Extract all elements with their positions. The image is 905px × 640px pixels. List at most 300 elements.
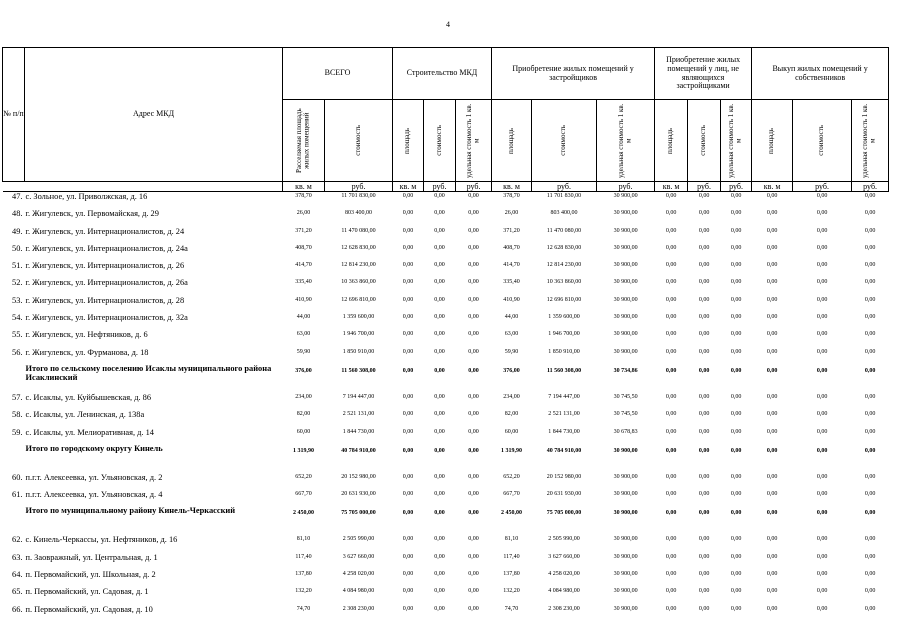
row-value: 0,00 (698, 473, 710, 480)
row-value: 0,00 (698, 210, 710, 217)
row-value: 0,00 (468, 210, 479, 217)
row-value: 0,00 (402, 491, 414, 498)
row-value: 0,00 (766, 510, 778, 517)
row-value: 0,00 (766, 411, 778, 418)
row-value: 2 308 230,00 (548, 605, 580, 612)
row-value: 0,00 (698, 367, 710, 374)
row-value: 0,00 (864, 428, 876, 435)
row-value: 0,00 (698, 491, 710, 498)
row-address: г. Жигулевск, ул. Первомайская, д. 29 (25, 209, 159, 219)
row-value: 0,00 (766, 331, 778, 338)
row-value: 0,00 (864, 605, 876, 612)
row-value: 0,00 (468, 510, 479, 517)
row-value: 0,00 (665, 227, 677, 234)
row-value: 2 450,00 (293, 510, 314, 517)
unit-rub: руб. (688, 182, 721, 192)
row-value: 2 521 131,00 (342, 411, 375, 418)
row-value: 0,00 (402, 447, 414, 454)
row-value: 137,80 (295, 571, 312, 578)
row-value: 1 359 600,00 (342, 314, 375, 321)
row-value: 30 900,00 (613, 473, 638, 480)
row-value: 0,00 (816, 244, 828, 251)
row-value: 132,20 (503, 588, 520, 595)
row-value: 11 701 830,00 (341, 193, 376, 199)
row-value: 0,00 (816, 393, 828, 400)
row-value: 0,00 (698, 393, 710, 400)
row-value: 0,00 (698, 510, 710, 517)
row-number: 57. (12, 392, 23, 402)
row-value: 30 678,83 (613, 428, 638, 435)
row-value: 652,20 (503, 473, 520, 480)
row-value: 132,20 (295, 588, 312, 595)
table-row (3, 330, 889, 347)
row-value: 20 152 980,00 (341, 473, 376, 480)
row-value: 0,00 (698, 588, 710, 595)
row-number (3, 445, 25, 473)
row-value: 0,00 (402, 428, 414, 435)
header-sub-unit-cost: удельная стоимость 1 кв. м (456, 100, 492, 182)
row-value: 0,00 (402, 605, 414, 612)
row-value: 1 946 700,00 (342, 331, 375, 338)
header-sub-cost: стоимость (424, 100, 456, 182)
header-sub-area: площадь (752, 100, 793, 182)
row-value: 410,90 (503, 296, 520, 303)
row-value: 4 258 020,00 (548, 571, 580, 578)
row-value: 0,00 (730, 571, 742, 578)
unit-rub: руб. (721, 182, 752, 192)
row-value: 0,00 (468, 262, 479, 269)
row-value: 0,00 (698, 262, 710, 269)
row-value: 0,00 (402, 210, 414, 217)
row-value: 667,70 (503, 491, 520, 498)
units-blank (3, 182, 25, 192)
header-group-construction: Строительство МКД (393, 48, 492, 100)
row-value: 0,00 (665, 510, 677, 517)
row-value: 0,00 (402, 296, 414, 303)
table-row (3, 278, 889, 295)
row-value: 0,00 (434, 510, 445, 517)
row-value: 0,00 (864, 510, 876, 517)
row-number: 55. (12, 330, 23, 340)
row-value: 0,00 (766, 393, 778, 400)
table-row (3, 535, 889, 552)
row-value: 378,70 (503, 193, 520, 199)
row-value: 30 900,00 (613, 605, 638, 612)
table-row (3, 244, 889, 261)
unit-rub: руб. (597, 182, 655, 192)
row-value: 0,00 (665, 348, 677, 355)
row-address: г. Жигулевск, ул. Нефтяников, д. 6 (25, 330, 148, 340)
header-no: № п/п (3, 48, 25, 182)
row-value: 0,00 (864, 262, 876, 269)
row-value: 0,00 (816, 210, 828, 217)
row-value: 0,00 (816, 411, 828, 418)
table-row (3, 209, 889, 226)
row-value: 0,00 (816, 296, 828, 303)
row-value: 0,00 (468, 244, 479, 251)
row-value: 0,00 (730, 210, 742, 217)
row-number: 61. (12, 490, 23, 500)
row-value: 30 734,86 (613, 367, 638, 374)
row-value: 803 400,00 (550, 210, 578, 217)
row-value: 0,00 (730, 227, 742, 234)
row-value: 26,00 (296, 210, 311, 217)
row-value: 0,00 (468, 588, 479, 595)
row-value: 0,00 (816, 193, 828, 199)
row-value: 0,00 (816, 348, 828, 355)
row-number: 56. (12, 347, 23, 357)
row-value: 30 900,00 (613, 588, 638, 595)
row-value: 59,90 (504, 348, 519, 355)
row-value: 0,00 (665, 536, 677, 543)
row-value: 0,00 (730, 428, 742, 435)
header-sub-area: площадь (393, 100, 424, 182)
table-row (3, 192, 889, 210)
row-value: 0,00 (665, 193, 677, 199)
row-value: 30 900,00 (613, 296, 638, 303)
row-value: 0,00 (816, 227, 828, 234)
row-value: 12 696 810,00 (341, 296, 376, 303)
row-value: 75 705 000,00 (546, 510, 582, 517)
row-value: 11 560 308,00 (546, 367, 582, 374)
row-value: 0,00 (730, 193, 742, 199)
row-value: 0,00 (730, 244, 742, 251)
row-value: 0,00 (766, 262, 778, 269)
units-blank (25, 182, 283, 192)
row-value: 0,00 (665, 296, 677, 303)
row-value: 0,00 (402, 536, 414, 543)
row-value: 4 084 980,00 (342, 588, 375, 595)
row-address: г. Жигулевск, ул. Интернационалистов, д. 26 (25, 261, 185, 271)
row-value: 335,40 (295, 279, 312, 286)
row-value: 652,20 (295, 473, 312, 480)
row-value: 0,00 (434, 571, 445, 578)
row-value: 0,00 (402, 367, 414, 374)
row-value: 2 505 990,00 (342, 536, 375, 543)
row-value: 0,00 (665, 244, 677, 251)
row-value: 63,00 (296, 331, 311, 338)
row-value: 0,00 (730, 411, 742, 418)
row-address: п. Заовражный, ул. Центральная, д. 1 (25, 552, 158, 562)
row-value: 30 900,00 (613, 348, 638, 355)
row-value: 11 701 830,00 (546, 193, 582, 199)
row-value: 0,00 (766, 553, 778, 560)
subtotal-row (3, 365, 889, 393)
row-number: 59. (12, 427, 23, 437)
row-value: 0,00 (730, 393, 742, 400)
row-value: 0,00 (730, 491, 742, 498)
row-value: 0,00 (816, 428, 828, 435)
unit-rub: руб. (325, 182, 393, 192)
row-address: с. Зольное, ул. Приволжская, д. 16 (25, 192, 148, 201)
header-address: Адрес МКД (25, 48, 283, 182)
row-value: 20 631 930,00 (546, 491, 582, 498)
row-value: 0,00 (698, 447, 710, 454)
row-value: 0,00 (468, 193, 479, 199)
row-value: 30 900,00 (613, 314, 638, 321)
row-value: 0,00 (434, 447, 445, 454)
row-value: 0,00 (864, 473, 876, 480)
row-value: 0,00 (434, 262, 445, 269)
row-value: 0,00 (766, 348, 778, 355)
row-value: 371,20 (295, 227, 312, 234)
row-value: 0,00 (698, 331, 710, 338)
table-row (3, 553, 889, 570)
row-value: 2 505 990,00 (548, 536, 580, 543)
row-value: 0,00 (816, 571, 828, 578)
row-value: 0,00 (402, 571, 414, 578)
header-group-developers: Приобретение жилых помещений у застройщиков (492, 48, 655, 100)
row-value: 0,00 (766, 588, 778, 595)
row-number: 64. (12, 570, 23, 580)
row-value: 74,70 (504, 605, 519, 612)
unit-rub: руб. (424, 182, 456, 192)
row-value: 0,00 (665, 411, 677, 418)
row-address: с. Исаклы, ул. Ленинская, д. 138а (25, 410, 145, 420)
row-value: 12 814 230,00 (341, 262, 376, 269)
row-value: 0,00 (864, 210, 876, 217)
row-value: 0,00 (434, 393, 445, 400)
row-value: 0,00 (665, 588, 677, 595)
row-value: 0,00 (816, 588, 828, 595)
row-value: 0,00 (434, 210, 445, 217)
row-value: 0,00 (434, 588, 445, 595)
row-value: 0,00 (864, 367, 876, 374)
row-value: 0,00 (434, 605, 445, 612)
row-value: 117,40 (503, 553, 520, 560)
row-value: 0,00 (468, 348, 479, 355)
row-value: 0,00 (468, 447, 479, 454)
row-value: 0,00 (698, 411, 710, 418)
row-value: 371,20 (503, 227, 520, 234)
row-value: 0,00 (730, 510, 742, 517)
unit-sqm: кв. м (492, 182, 532, 192)
row-value: 0,00 (402, 473, 414, 480)
row-value: 0,00 (816, 314, 828, 321)
row-value: 0,00 (864, 331, 876, 338)
row-value: 2 521 131,00 (548, 411, 580, 418)
unit-rub: руб. (852, 182, 889, 192)
row-value: 0,00 (864, 447, 876, 454)
row-value: 30 900,00 (613, 279, 638, 286)
row-value: 0,00 (816, 447, 828, 454)
row-value: 59,90 (296, 348, 311, 355)
header-group-buyout: Выкуп жилых помещений у собственников (752, 48, 889, 100)
row-address: г. Жигулевск, ул. Интернационалистов, д. 24 (25, 226, 185, 236)
row-value: 11 560 308,00 (341, 367, 376, 374)
row-value: 0,00 (766, 210, 778, 217)
row-address: г. Жигулевск, ул. Интернационалистов, д. 24а (25, 243, 188, 253)
row-address: Итого по городскому округу Кинель (25, 444, 163, 453)
header-sub-unit-cost: удельная стоимость 1 кв. м (721, 100, 752, 182)
row-number: 50. (12, 243, 23, 253)
page-number: 4 (446, 20, 450, 29)
row-address: п. Первомайский, ул. Садовая, д. 10 (25, 604, 153, 614)
unit-rub: руб. (456, 182, 492, 192)
row-value: 0,00 (730, 588, 742, 595)
header-group-non-developers: Приобретение жилых помещений у лиц, не являющихся застройщиками (655, 48, 752, 100)
row-value: 0,00 (665, 447, 677, 454)
row-value: 11 470 080,00 (546, 227, 582, 234)
row-value: 0,00 (665, 428, 677, 435)
row-value: 26,00 (504, 210, 519, 217)
header-sub-cost: стоимость (325, 100, 393, 182)
row-value: 335,40 (503, 279, 520, 286)
row-value: 0,00 (730, 279, 742, 286)
row-value: 0,00 (468, 296, 479, 303)
row-value: 0,00 (730, 314, 742, 321)
row-value: 30 900,00 (613, 210, 638, 217)
row-value: 0,00 (766, 279, 778, 286)
header-sub-cost: стоимость (793, 100, 852, 182)
row-value: 0,00 (730, 553, 742, 560)
row-value: 0,00 (864, 588, 876, 595)
row-value: 0,00 (402, 411, 414, 418)
row-value: 0,00 (665, 279, 677, 286)
row-value: 0,00 (434, 491, 445, 498)
row-value: 12 814 230,00 (546, 262, 582, 269)
row-value: 0,00 (730, 331, 742, 338)
row-number: 62. (12, 535, 23, 545)
table-row (3, 261, 889, 278)
row-value: 0,00 (766, 227, 778, 234)
row-value: 0,00 (698, 536, 710, 543)
row-value: 0,00 (698, 605, 710, 612)
row-value: 0,00 (730, 536, 742, 543)
row-value: 30 900,00 (613, 193, 638, 199)
row-value: 0,00 (468, 553, 479, 560)
row-value: 0,00 (864, 279, 876, 286)
row-value: 0,00 (434, 473, 445, 480)
row-value: 0,00 (864, 193, 876, 199)
row-value: 0,00 (468, 491, 479, 498)
row-value: 0,00 (434, 553, 445, 560)
row-value: 0,00 (816, 491, 828, 498)
unit-sqm: кв. м (393, 182, 424, 192)
row-value: 0,00 (402, 331, 414, 338)
header-sub-area: площадь (655, 100, 688, 182)
row-value: 0,00 (730, 473, 742, 480)
row-value: 0,00 (434, 279, 445, 286)
row-value: 0,00 (402, 588, 414, 595)
row-value: 0,00 (730, 348, 742, 355)
row-value: 0,00 (698, 296, 710, 303)
row-value: 0,00 (402, 314, 414, 321)
row-value: 30 900,00 (613, 447, 638, 454)
row-value: 82,00 (504, 411, 519, 418)
row-value: 0,00 (766, 367, 778, 374)
row-value: 0,00 (816, 279, 828, 286)
subtotal-row (3, 507, 889, 535)
row-value: 30 900,00 (613, 553, 638, 560)
row-number: 54. (12, 313, 23, 323)
row-address: п. Первомайский, ул. Садовая, д. 1 (25, 587, 149, 597)
row-value: 0,00 (665, 473, 677, 480)
row-value: 7 194 447,00 (342, 393, 375, 400)
row-number: 48. (12, 209, 23, 219)
row-value: 75 705 000,00 (341, 510, 376, 517)
row-value: 0,00 (665, 571, 677, 578)
table-row (3, 605, 889, 622)
row-value: 12 696 810,00 (546, 296, 582, 303)
row-value: 40 784 910,00 (341, 447, 376, 454)
row-value: 0,00 (665, 210, 677, 217)
row-number: 58. (12, 410, 23, 420)
row-value: 20 152 980,00 (546, 473, 582, 480)
row-value: 0,00 (434, 536, 445, 543)
row-value: 30 900,00 (613, 331, 638, 338)
row-value: 30 900,00 (613, 510, 638, 517)
row-value: 30 900,00 (613, 491, 638, 498)
row-value: 0,00 (864, 553, 876, 560)
row-value: 0,00 (698, 428, 710, 435)
row-number (3, 507, 25, 535)
row-value: 0,00 (766, 605, 778, 612)
row-value: 0,00 (698, 348, 710, 355)
row-value: 0,00 (766, 244, 778, 251)
row-value: 0,00 (402, 553, 414, 560)
row-value: 30 900,00 (613, 244, 638, 251)
header-sub-cost: стоимость (532, 100, 597, 182)
row-value: 0,00 (766, 296, 778, 303)
row-value: 0,00 (434, 244, 445, 251)
row-value: 0,00 (665, 553, 677, 560)
row-value: 137,80 (503, 571, 520, 578)
row-value: 0,00 (766, 193, 778, 199)
row-address: Итого по муниципальному району Кинель-Черкасский (25, 507, 236, 516)
unit-sqm: кв. м (283, 182, 325, 192)
row-value: 0,00 (766, 314, 778, 321)
row-value: 1 319,90 (293, 447, 314, 454)
row-value: 0,00 (402, 348, 414, 355)
row-value: 20 631 930,00 (341, 491, 376, 498)
row-value: 0,00 (698, 193, 710, 199)
row-address: п.г.т. Алексеевка, ул. Ульяновская, д. 2 (25, 472, 163, 482)
row-value: 2 308 230,00 (342, 605, 375, 612)
row-value: 408,70 (503, 244, 520, 251)
row-value: 0,00 (468, 331, 479, 338)
row-value: 0,00 (864, 491, 876, 498)
row-value: 234,00 (295, 393, 312, 400)
row-value: 1 359 600,00 (548, 314, 580, 321)
row-value: 12 628 830,00 (546, 244, 582, 251)
row-value: 0,00 (434, 348, 445, 355)
row-value: 0,00 (730, 296, 742, 303)
row-value: 0,00 (402, 193, 414, 199)
row-value: 667,70 (295, 491, 312, 498)
row-value: 4 258 020,00 (342, 571, 375, 578)
register-table (2, 47, 889, 622)
row-value: 3 627 660,00 (342, 553, 375, 560)
header-sub-area: площадь (492, 100, 532, 182)
row-value: 0,00 (468, 367, 479, 374)
row-value: 74,70 (296, 605, 311, 612)
row-address: с. Исаклы, ул. Куйбышевская, д. 86 (25, 392, 152, 402)
row-value: 0,00 (434, 193, 445, 199)
table-row (3, 348, 889, 365)
row-value: 0,00 (468, 536, 479, 543)
row-value: 0,00 (665, 491, 677, 498)
row-value: 10 363 860,00 (341, 279, 376, 286)
row-value: 44,00 (504, 314, 519, 321)
row-value: 1 844 730,00 (548, 428, 580, 435)
row-number: 63. (12, 552, 23, 562)
header-group-total: ВСЕГО (283, 48, 393, 100)
row-value: 414,70 (503, 262, 520, 269)
row-value: 0,00 (434, 331, 445, 338)
row-value: 0,00 (864, 536, 876, 543)
row-value: 0,00 (468, 314, 479, 321)
